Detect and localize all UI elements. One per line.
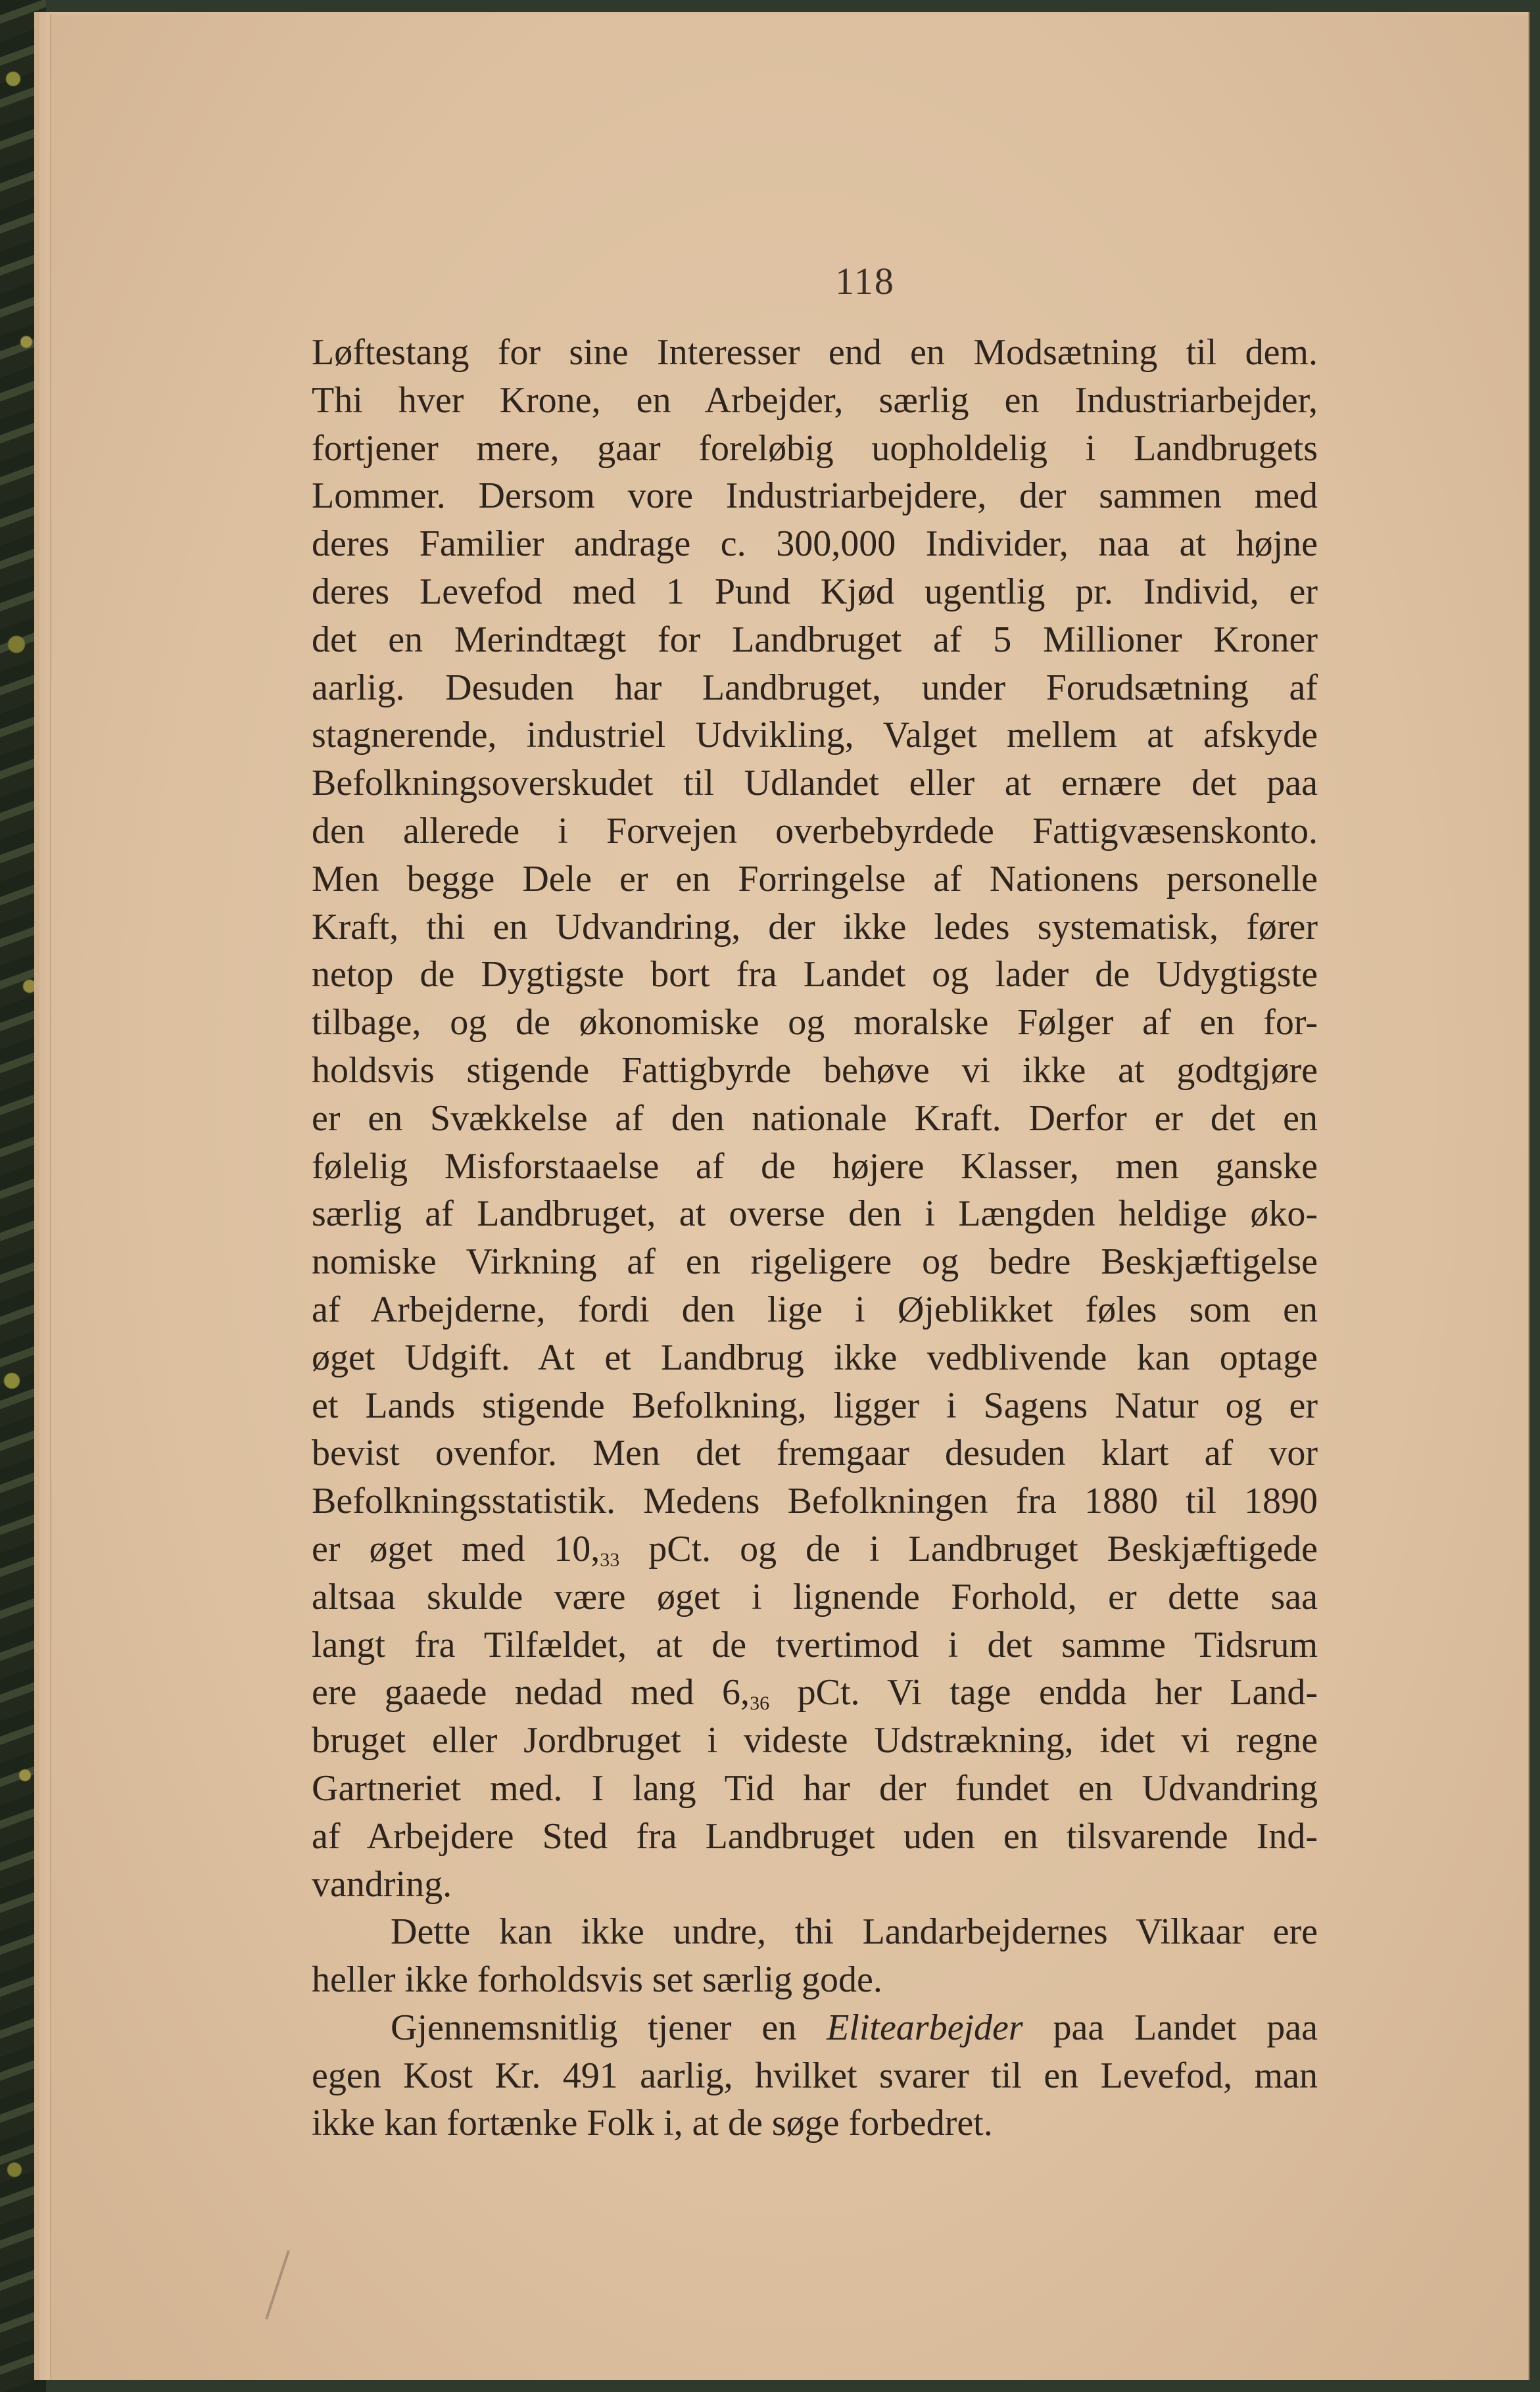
text-line: stagnerende, industriel Udvikling, Valget mellem at afskyde (312, 715, 1318, 756)
page-body (312, 329, 1318, 2147)
text-segment: pCt. Vi tage endda her Land- (769, 1672, 1318, 1713)
text-line: af Arbejdere Sted fra Landbruget uden en tilsvarende Ind- (312, 1815, 1318, 1857)
text-segment: er øget med 10, (312, 1528, 600, 1569)
text-line: øget Udgift. At et Landbrug ikke vedblivende kan optage (312, 1337, 1318, 1378)
text-line: Befolkningsstatistik. Medens Befolkningen fra 1880 til 1890 (312, 1481, 1318, 1522)
italic-term: Elitearbejder (827, 2007, 1023, 2048)
text-line: bruget eller Jordbruget i videste Udstrækning, idet vi regne (312, 1720, 1318, 1761)
text-line: den allerede i Forvejen overbebyrdede Fattigvæsenskonto. (312, 810, 1318, 851)
text-line: Gartneriet med. I lang Tid har der fundet en Udvandring (312, 1767, 1318, 1809)
subscript-decimal: 33 (600, 1548, 620, 1571)
text-line: bevist ovenfor. Men det fremgaar desuden klart af vor (312, 1433, 1318, 1474)
text-line: holdsvis stigende Fattigbyrde behøve vi ikke at godtgjøre (312, 1049, 1318, 1091)
text-segment: Gjennemsnitlig tjener en (391, 2007, 827, 2048)
text-line: tilbage, og de økonomiske og moralske Følger af en for- (312, 1002, 1318, 1043)
page-number: 118 (835, 260, 895, 302)
text-line: deres Familier andrage c. 300,000 Individer, naa at højne (312, 523, 1318, 565)
text-line (312, 1669, 1318, 1717)
text-line: det en Merindtægt for Landbruget af 5 Millioner Kroner (312, 619, 1318, 660)
text-line: nomiske Virkning af en rigeligere og bedre Beskjæftigelse (312, 1241, 1318, 1283)
subscript-decimal: 36 (750, 1692, 770, 1715)
text-line: Løftestang for sine Interesser end en Modsætning til dem. (312, 332, 1318, 373)
text-line: ikke kan fortænke Folk i, at de søge forbedret. (312, 2103, 993, 2144)
text-line: heller ikke forholdsvis set særlig gode. (312, 1959, 882, 2001)
text-line (312, 1525, 1318, 1573)
text-line: altsaa skulde være øget i lignende Forhold, er dette saa (312, 1576, 1318, 1617)
text-line: særlig af Landbruget, at overse den i Længden heldige øko- (312, 1193, 1318, 1235)
text-line: egen Kost Kr. 491 aarlig, hvilket svarer til en Levefod, man (312, 2055, 1318, 2096)
text-line: Dette kan ikke undre, thi Landarbejdernes Vilkaar ere (391, 1911, 1318, 1953)
text-line: følelig Misforstaaelse af de højere Klasser, men ganske (312, 1145, 1318, 1187)
text-line: et Lands stigende Befolkning, ligger i Sagens Natur og er (312, 1385, 1318, 1426)
text-line: Thi hver Krone, en Arbejder, særlig en Industriarbejder, (312, 379, 1318, 421)
text-line: vandring. (312, 1863, 452, 1905)
text-line (312, 2004, 1318, 2052)
text-line: Befolkningsoverskudet til Udlandet eller at ernære det paa (312, 763, 1318, 804)
text-line: aarlig. Desuden har Landbruget, under Forudsætning af (312, 667, 1318, 708)
text-line: langt fra Tilfældet, at de tvertimod i det samme Tidsrum (312, 1624, 1318, 1665)
text-line: af Arbejderne, fordi den lige i Øjeblikket føles som en (312, 1289, 1318, 1330)
text-line: Kraft, thi en Udvandring, der ikke ledes systematisk, fører (312, 906, 1318, 947)
text-segment: pCt. og de i Landbruget Beskjæftigede (619, 1528, 1318, 1569)
text-line: netop de Dygtigste bort fra Landet og lader de Udygtigste (312, 954, 1318, 995)
text-segment: ere gaaede nedad med 6, (312, 1672, 750, 1713)
text-segment: paa Landet paa (1023, 2007, 1318, 2048)
text-line: Men begge Dele er en Forringelse af Nationens personelle (312, 858, 1318, 899)
text-line: Lommer. Dersom vore Industriarbejdere, der sammen med (312, 475, 1318, 517)
text-line: deres Levefod med 1 Pund Kjød ugentlig pr. Individ, er (312, 571, 1318, 612)
text-line: er en Svækkelse af den nationale Kraft. Derfor er det en (312, 1097, 1318, 1139)
text-line: fortjener mere, gaar foreløbig uopholdelig i Landbrugets (312, 427, 1318, 469)
